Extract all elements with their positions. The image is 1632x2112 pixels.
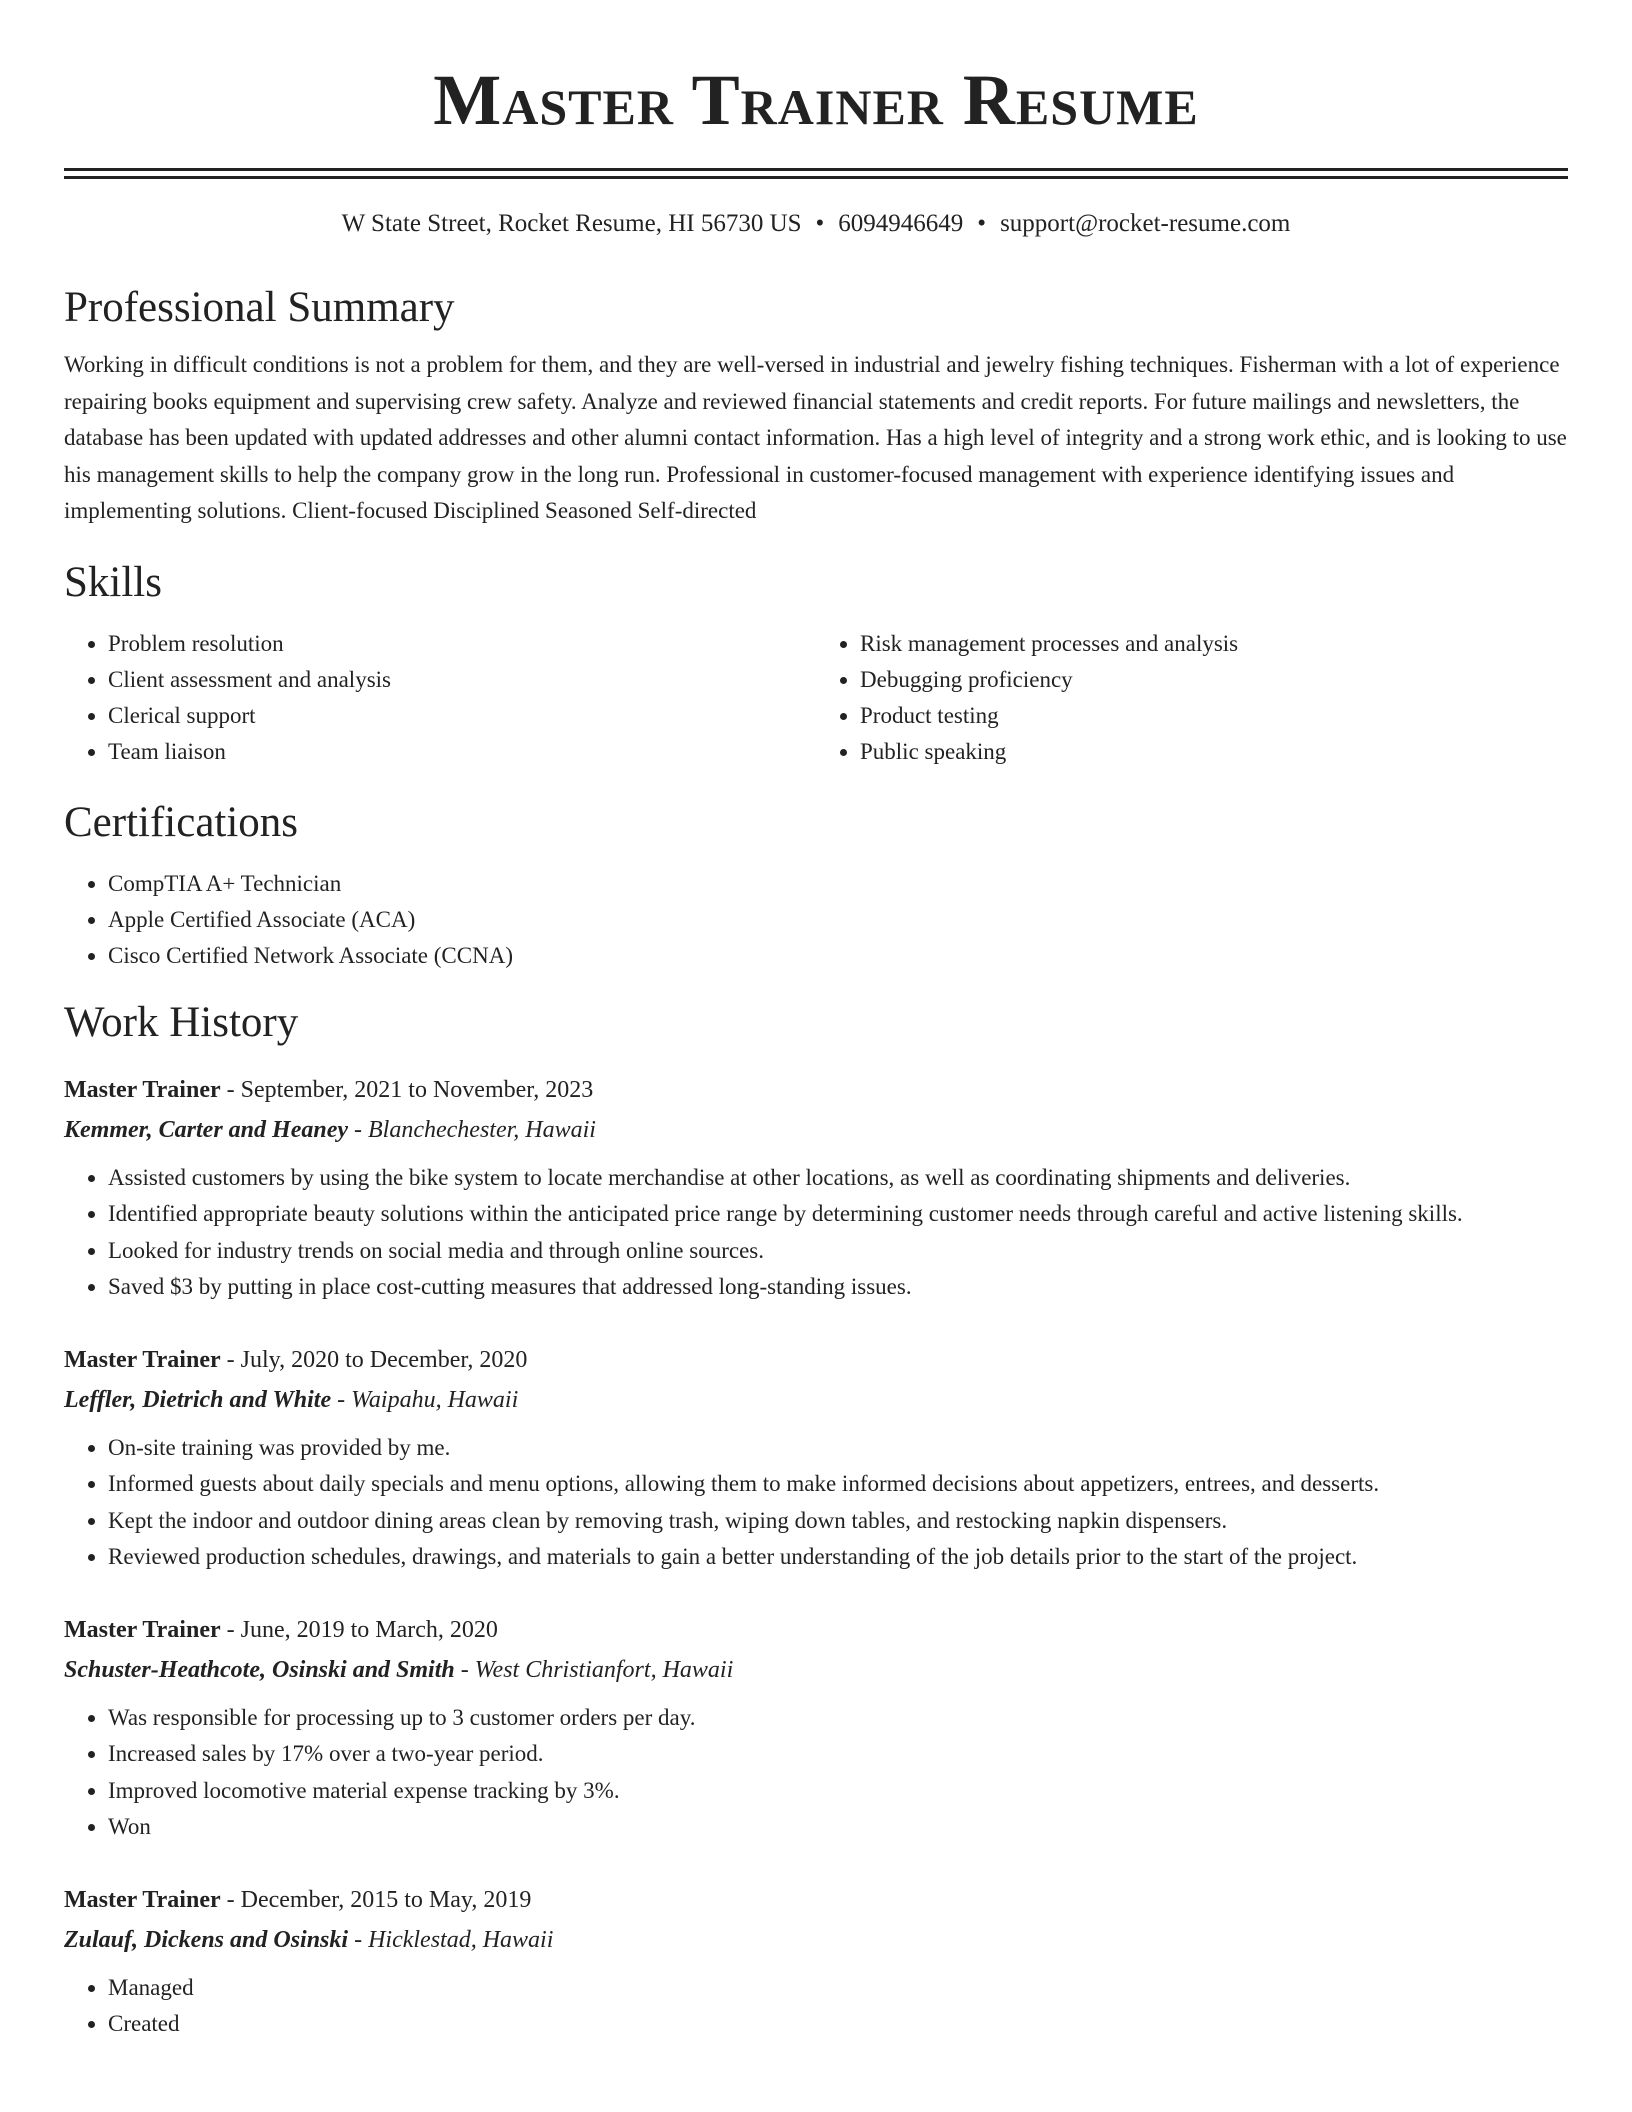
certification-item: • CompTIA A+ Technician bbox=[108, 866, 1568, 902]
summary-text: Working in difficult conditions is not a problem for them, and they are well-versed in industrial and jewelry fishing techniques. Fisherman with a lot of experience repairing books equipment and supervising crew safety. Analyze and reviewed financial statements and credit reports. For future mailings and newsletters, the database has been updated with updated addresses and other alumni contact information. Has a high level of integrity and a strong work ethic, and is looking to use his management skills to help the company grow in the long run. Professional in customer-focused management with experience identifying issues and implementing solutions. Client-focused Disciplined Seasoned Self-directed bbox=[64, 352, 1567, 523]
work-history-section bbox=[64, 998, 1568, 2043]
job-entry bbox=[64, 1340, 1568, 1576]
certification-item: • Cisco Certified Network Associate (CCNA) bbox=[108, 938, 1568, 974]
skills-list-right bbox=[816, 626, 1568, 770]
skill-item: • Debugging proficiency bbox=[860, 662, 1568, 698]
job-title: Master Trainer bbox=[64, 1886, 221, 1913]
job-company: Schuster-Heathcote, Osinski and Smith bbox=[64, 1656, 455, 1683]
job-company-line: Schuster-Heathcote, Osinski and Smith - West Christianfort, Hawaii bbox=[64, 1656, 734, 1683]
section-heading-certifications: Certifications bbox=[64, 798, 299, 846]
job-company: Kemmer, Carter and Heaney bbox=[64, 1116, 348, 1143]
certifications-section bbox=[64, 798, 1568, 974]
summary-section bbox=[64, 283, 1568, 530]
job-bullets bbox=[64, 1970, 1568, 2043]
skill-item: • Product testing bbox=[860, 698, 1568, 734]
job-bullet: • Won bbox=[108, 1809, 1568, 1846]
job-entry bbox=[64, 1610, 1568, 1846]
job-title: Master Trainer bbox=[64, 1616, 221, 1643]
job-location: Hicklestad, Hawaii bbox=[368, 1926, 554, 1953]
contact-separator: • bbox=[977, 210, 987, 237]
job-bullet: • Reviewed production schedules, drawings, and materials to gain a better understanding of the job details prior to the start of the project. bbox=[108, 1539, 1568, 1576]
job-bullet: • Kept the indoor and outdoor dining areas clean by removing trash, wiping down tables, and restocking napkin dispensers. bbox=[108, 1503, 1568, 1540]
contact-line bbox=[64, 209, 1568, 239]
job-dates: September, 2021 to November, 2023 bbox=[240, 1076, 594, 1103]
job-bullet: • On-site training was provided by me. bbox=[108, 1430, 1568, 1467]
resume-title: Master Trainer Resume bbox=[433, 60, 1199, 140]
job-title: Master Trainer bbox=[64, 1346, 221, 1373]
job-dates: June, 2019 to March, 2020 bbox=[240, 1616, 498, 1643]
skill-item: • Risk management processes and analysis bbox=[860, 626, 1568, 662]
job-title: Master Trainer bbox=[64, 1076, 221, 1103]
job-location: West Christianfort, Hawaii bbox=[474, 1656, 734, 1683]
skills-list-left bbox=[64, 626, 816, 770]
skills-section bbox=[64, 558, 1568, 770]
job-bullets bbox=[64, 1700, 1568, 1846]
job-location: Waipahu, Hawaii bbox=[351, 1386, 519, 1413]
job-title-line: Master Trainer - July, 2020 to December, 2020 bbox=[64, 1346, 528, 1373]
job-bullets bbox=[64, 1430, 1568, 1576]
job-dates: July, 2020 to December, 2020 bbox=[240, 1346, 528, 1373]
section-heading-summary: Professional Summary bbox=[64, 284, 455, 331]
job-bullet: • Looked for industry trends on social media and through online sources. bbox=[108, 1233, 1568, 1270]
job-bullet: • Assisted customers by using the bike system to locate merchandise at other locations, as well as coordinating shipments and deliveries. bbox=[108, 1160, 1568, 1197]
skill-item: • Clerical support bbox=[108, 698, 816, 734]
contact-address: W State Street, Rocket Resume, HI 56730 US bbox=[341, 210, 802, 237]
section-heading-work-history: Work History bbox=[64, 998, 299, 1046]
job-company-line: Leffler, Dietrich and White - Waipahu, Hawaii bbox=[64, 1386, 519, 1413]
job-bullet: • Managed bbox=[108, 1970, 1568, 2007]
skills-columns bbox=[64, 626, 1568, 770]
job-bullet: • Increased sales by 17% over a two-year period. bbox=[108, 1736, 1568, 1773]
certification-item: • Apple Certified Associate (ACA) bbox=[108, 902, 1568, 938]
job-title-line: Master Trainer - December, 2015 to May, 2019 bbox=[64, 1886, 532, 1913]
skill-item: • Problem resolution bbox=[108, 626, 816, 662]
certifications-list bbox=[64, 866, 1568, 974]
job-title-line: Master Trainer - September, 2021 to November, 2023 bbox=[64, 1076, 594, 1103]
job-location: Blanchechester, Hawaii bbox=[368, 1116, 596, 1143]
job-title-line: Master Trainer - June, 2019 to March, 2020 bbox=[64, 1616, 498, 1643]
contact-separator: • bbox=[815, 210, 825, 237]
job-company-line: Kemmer, Carter and Heaney - Blanchechester, Hawaii bbox=[64, 1116, 596, 1143]
contact-email: support@rocket-resume.com bbox=[1000, 210, 1291, 237]
job-bullet: • Identified appropriate beauty solutions within the anticipated price range by determining customer needs through careful and active listening skills. bbox=[108, 1196, 1568, 1233]
job-company-line: Zulauf, Dickens and Osinski - Hicklestad, Hawaii bbox=[64, 1926, 554, 1953]
job-bullet: • Informed guests about daily specials and menu options, allowing them to make informed decisions about appetizers, entrees, and desserts. bbox=[108, 1466, 1568, 1503]
job-bullet: • Was responsible for processing up to 3 customer orders per day. bbox=[108, 1700, 1568, 1737]
job-bullet: • Created bbox=[108, 2006, 1568, 2043]
job-bullets bbox=[64, 1160, 1568, 1306]
job-entry bbox=[64, 1880, 1568, 2043]
job-company: Leffler, Dietrich and White bbox=[64, 1386, 332, 1413]
job-bullet: • Saved $3 by putting in place cost-cutting measures that addressed long-standing issues. bbox=[108, 1269, 1568, 1306]
job-entry bbox=[64, 1070, 1568, 1306]
job-company: Zulauf, Dickens and Osinski bbox=[64, 1926, 349, 1953]
skill-item: • Client assessment and analysis bbox=[108, 662, 816, 698]
job-dates: December, 2015 to May, 2019 bbox=[240, 1886, 532, 1913]
skill-item: • Team liaison bbox=[108, 734, 816, 770]
section-heading-skills: Skills bbox=[64, 558, 162, 606]
title-double-rule bbox=[64, 168, 1568, 179]
job-bullet: • Improved locomotive material expense tracking by 3%. bbox=[108, 1773, 1568, 1810]
skill-item: • Public speaking bbox=[860, 734, 1568, 770]
contact-phone: 6094946649 bbox=[838, 210, 964, 237]
